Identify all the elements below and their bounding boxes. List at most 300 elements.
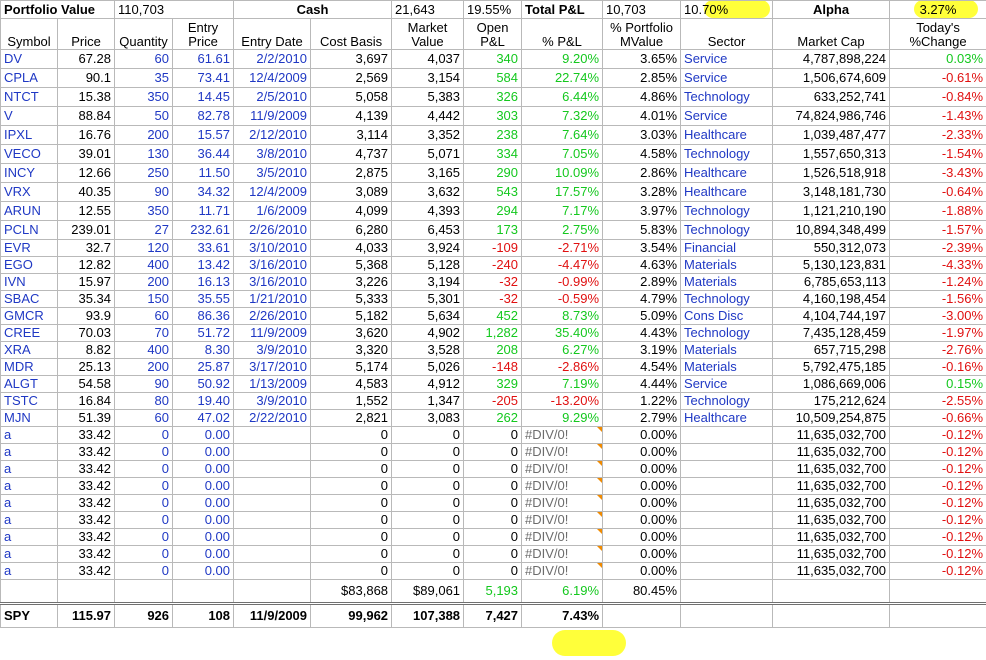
quantity-cell[interactable]: 27: [115, 221, 173, 240]
pct-pl-cell[interactable]: 8.73%: [522, 308, 603, 325]
pct-pl-cell[interactable]: -0.99%: [522, 274, 603, 291]
quantity-cell[interactable]: 0: [115, 478, 173, 495]
cost-basis-cell[interactable]: 3,697: [311, 50, 392, 69]
price-cell[interactable]: 51.39: [58, 410, 115, 427]
sector-cell[interactable]: Materials: [681, 342, 773, 359]
market-value-cell[interactable]: 6,453: [392, 221, 464, 240]
open-pl-cell[interactable]: 584: [464, 69, 522, 88]
symbol-cell[interactable]: MJN: [1, 410, 58, 427]
col-entry-date[interactable]: Entry Date: [234, 19, 311, 50]
symbol-cell[interactable]: EVR: [1, 240, 58, 257]
entry-date-cell[interactable]: 11/9/2009: [234, 107, 311, 126]
empty-cell[interactable]: [1, 580, 58, 604]
symbol-cell[interactable]: DV: [1, 50, 58, 69]
today-change-cell[interactable]: -0.12%: [890, 495, 986, 512]
market-value-cell[interactable]: 3,165: [392, 164, 464, 183]
market-value-cell[interactable]: 4,037: [392, 50, 464, 69]
col-entry-price[interactable]: Entry Price: [173, 19, 234, 50]
symbol-cell[interactable]: ARUN: [1, 202, 58, 221]
pct-portfolio-cell[interactable]: 0.00%: [603, 563, 681, 580]
entry-price-cell[interactable]: 51.72: [173, 325, 234, 342]
entry-price-cell[interactable]: 33.61: [173, 240, 234, 257]
entry-price-cell[interactable]: 73.41: [173, 69, 234, 88]
sector-cell[interactable]: [681, 529, 773, 546]
entry-price-cell[interactable]: 15.57: [173, 126, 234, 145]
market-cap-cell[interactable]: 7,435,128,459: [773, 325, 890, 342]
total-open-pl[interactable]: 5,193: [464, 580, 522, 604]
entry-date-cell[interactable]: [234, 461, 311, 478]
entry-date-cell[interactable]: 2/26/2010: [234, 308, 311, 325]
pct-portfolio-cell[interactable]: 5.09%: [603, 308, 681, 325]
market-value-cell[interactable]: 0: [392, 512, 464, 529]
pct-pl-cell[interactable]: 7.64%: [522, 126, 603, 145]
cash-percent[interactable]: 19.55%: [464, 1, 522, 19]
symbol-cell[interactable]: MDR: [1, 359, 58, 376]
open-pl-cell[interactable]: 303: [464, 107, 522, 126]
sector-cell[interactable]: Service: [681, 376, 773, 393]
entry-date-cell[interactable]: 3/16/2010: [234, 274, 311, 291]
quantity-cell[interactable]: 0: [115, 512, 173, 529]
sector-cell[interactable]: Technology: [681, 221, 773, 240]
spy-market-value[interactable]: 107,388: [392, 604, 464, 628]
total-pl-value[interactable]: 10,703: [603, 1, 681, 19]
market-value-cell[interactable]: 5,383: [392, 88, 464, 107]
col-pct-pl[interactable]: % P&L: [522, 19, 603, 50]
today-change-cell[interactable]: -0.61%: [890, 69, 986, 88]
entry-date-cell[interactable]: 2/22/2010: [234, 410, 311, 427]
cost-basis-cell[interactable]: 4,139: [311, 107, 392, 126]
symbol-cell[interactable]: IPXL: [1, 126, 58, 145]
cost-basis-cell[interactable]: 5,174: [311, 359, 392, 376]
pct-portfolio-cell[interactable]: 2.89%: [603, 274, 681, 291]
pct-pl-cell[interactable]: 22.74%: [522, 69, 603, 88]
cost-basis-cell[interactable]: 6,280: [311, 221, 392, 240]
price-cell[interactable]: 90.1: [58, 69, 115, 88]
quantity-cell[interactable]: 130: [115, 145, 173, 164]
pct-portfolio-cell[interactable]: 4.44%: [603, 376, 681, 393]
price-cell[interactable]: 33.42: [58, 427, 115, 444]
symbol-cell[interactable]: a: [1, 512, 58, 529]
entry-price-cell[interactable]: 19.40: [173, 393, 234, 410]
empty-cell[interactable]: [773, 580, 890, 604]
quantity-cell[interactable]: 200: [115, 126, 173, 145]
cost-basis-cell[interactable]: 5,182: [311, 308, 392, 325]
pct-pl-cell[interactable]: 7.19%: [522, 376, 603, 393]
entry-price-cell[interactable]: 232.61: [173, 221, 234, 240]
quantity-cell[interactable]: 200: [115, 274, 173, 291]
price-cell[interactable]: 239.01: [58, 221, 115, 240]
open-pl-cell[interactable]: 334: [464, 145, 522, 164]
col-cost-basis[interactable]: Cost Basis: [311, 19, 392, 50]
entry-price-cell[interactable]: 86.36: [173, 308, 234, 325]
quantity-cell[interactable]: 0: [115, 546, 173, 563]
market-value-cell[interactable]: 0: [392, 444, 464, 461]
quantity-cell[interactable]: 35: [115, 69, 173, 88]
pct-pl-cell[interactable]: 6.44%: [522, 88, 603, 107]
symbol-cell[interactable]: a: [1, 427, 58, 444]
quantity-cell[interactable]: 0: [115, 427, 173, 444]
cost-basis-cell[interactable]: 2,875: [311, 164, 392, 183]
price-cell[interactable]: 33.42: [58, 563, 115, 580]
cost-basis-cell[interactable]: 4,583: [311, 376, 392, 393]
entry-price-cell[interactable]: 35.55: [173, 291, 234, 308]
market-cap-cell[interactable]: 3,148,181,730: [773, 183, 890, 202]
today-change-cell[interactable]: -0.64%: [890, 183, 986, 202]
quantity-cell[interactable]: 60: [115, 50, 173, 69]
pct-portfolio-cell[interactable]: 4.01%: [603, 107, 681, 126]
symbol-cell[interactable]: NTCT: [1, 88, 58, 107]
price-cell[interactable]: 54.58: [58, 376, 115, 393]
price-cell[interactable]: 16.84: [58, 393, 115, 410]
today-change-cell[interactable]: -0.84%: [890, 88, 986, 107]
market-value-cell[interactable]: 3,632: [392, 183, 464, 202]
alpha-value[interactable]: 3.27%: [890, 1, 986, 19]
open-pl-cell[interactable]: -240: [464, 257, 522, 274]
symbol-cell[interactable]: INCY: [1, 164, 58, 183]
entry-date-cell[interactable]: 3/16/2010: [234, 257, 311, 274]
entry-price-cell[interactable]: 82.78: [173, 107, 234, 126]
entry-price-cell[interactable]: 0.00: [173, 444, 234, 461]
empty-cell[interactable]: [681, 604, 773, 628]
today-change-cell[interactable]: -0.12%: [890, 444, 986, 461]
market-value-cell[interactable]: 5,026: [392, 359, 464, 376]
empty-cell[interactable]: [890, 580, 986, 604]
open-pl-cell[interactable]: 1,282: [464, 325, 522, 342]
pct-portfolio-cell[interactable]: 0.00%: [603, 512, 681, 529]
sector-cell[interactable]: [681, 546, 773, 563]
market-value-cell[interactable]: 0: [392, 563, 464, 580]
today-change-cell[interactable]: -0.66%: [890, 410, 986, 427]
sector-cell[interactable]: Technology: [681, 88, 773, 107]
entry-price-cell[interactable]: 61.61: [173, 50, 234, 69]
entry-price-cell[interactable]: 0.00: [173, 546, 234, 563]
empty-cell[interactable]: [234, 580, 311, 604]
quantity-cell[interactable]: 350: [115, 88, 173, 107]
quantity-cell[interactable]: 0: [115, 563, 173, 580]
price-cell[interactable]: 16.76: [58, 126, 115, 145]
market-value-cell[interactable]: 0: [392, 427, 464, 444]
market-value-cell[interactable]: 5,301: [392, 291, 464, 308]
entry-price-cell[interactable]: 16.13: [173, 274, 234, 291]
pct-pl-cell[interactable]: -2.86%: [522, 359, 603, 376]
quantity-cell[interactable]: 200: [115, 359, 173, 376]
price-cell[interactable]: 12.55: [58, 202, 115, 221]
symbol-cell[interactable]: GMCR: [1, 308, 58, 325]
spy-entry-date[interactable]: 11/9/2009: [234, 604, 311, 628]
open-pl-cell[interactable]: 329: [464, 376, 522, 393]
sector-cell[interactable]: [681, 495, 773, 512]
entry-date-cell[interactable]: 2/12/2010: [234, 126, 311, 145]
sector-cell[interactable]: Healthcare: [681, 126, 773, 145]
entry-price-cell[interactable]: 25.87: [173, 359, 234, 376]
cost-basis-cell[interactable]: 3,089: [311, 183, 392, 202]
pct-pl-cell[interactable]: 9.20%: [522, 50, 603, 69]
open-pl-cell[interactable]: 0: [464, 529, 522, 546]
pct-portfolio-cell[interactable]: 0.00%: [603, 444, 681, 461]
market-cap-cell[interactable]: 10,894,348,499: [773, 221, 890, 240]
pct-pl-cell[interactable]: 17.57%: [522, 183, 603, 202]
market-cap-cell[interactable]: 4,160,198,454: [773, 291, 890, 308]
market-value-cell[interactable]: 0: [392, 478, 464, 495]
today-change-cell[interactable]: -1.57%: [890, 221, 986, 240]
price-cell[interactable]: 15.97: [58, 274, 115, 291]
pct-portfolio-cell[interactable]: 4.79%: [603, 291, 681, 308]
pct-pl-cell[interactable]: -0.59%: [522, 291, 603, 308]
sector-cell[interactable]: Materials: [681, 274, 773, 291]
market-cap-cell[interactable]: 11,635,032,700: [773, 529, 890, 546]
pct-portfolio-cell[interactable]: 3.19%: [603, 342, 681, 359]
empty-cell[interactable]: [115, 580, 173, 604]
total-market-value[interactable]: $89,061: [392, 580, 464, 604]
market-cap-cell[interactable]: 4,104,744,197: [773, 308, 890, 325]
entry-price-cell[interactable]: 47.02: [173, 410, 234, 427]
market-cap-cell[interactable]: 11,635,032,700: [773, 461, 890, 478]
open-pl-cell[interactable]: -32: [464, 291, 522, 308]
market-value-cell[interactable]: 3,924: [392, 240, 464, 257]
market-value-cell[interactable]: 5,071: [392, 145, 464, 164]
pct-pl-cell[interactable]: [522, 461, 603, 478]
symbol-cell[interactable]: EGO: [1, 257, 58, 274]
pct-pl-cell[interactable]: 7.32%: [522, 107, 603, 126]
open-pl-cell[interactable]: 340: [464, 50, 522, 69]
cost-basis-cell[interactable]: 3,226: [311, 274, 392, 291]
open-pl-cell[interactable]: 0: [464, 427, 522, 444]
pct-pl-cell[interactable]: [522, 495, 603, 512]
market-cap-cell[interactable]: 657,715,298: [773, 342, 890, 359]
entry-date-cell[interactable]: 2/2/2010: [234, 50, 311, 69]
entry-date-cell[interactable]: 12/4/2009: [234, 69, 311, 88]
open-pl-cell[interactable]: 294: [464, 202, 522, 221]
cost-basis-cell[interactable]: 0: [311, 546, 392, 563]
cost-basis-cell[interactable]: 0: [311, 512, 392, 529]
today-change-cell[interactable]: -0.12%: [890, 546, 986, 563]
today-change-cell[interactable]: -0.12%: [890, 427, 986, 444]
market-cap-cell[interactable]: 10,509,254,875: [773, 410, 890, 427]
symbol-cell[interactable]: a: [1, 461, 58, 478]
spy-open-pl[interactable]: 7,427: [464, 604, 522, 628]
quantity-cell[interactable]: 0: [115, 495, 173, 512]
quantity-cell[interactable]: 0: [115, 529, 173, 546]
symbol-cell[interactable]: VRX: [1, 183, 58, 202]
market-cap-cell[interactable]: 550,312,073: [773, 240, 890, 257]
entry-date-cell[interactable]: 3/17/2010: [234, 359, 311, 376]
open-pl-cell[interactable]: 238: [464, 126, 522, 145]
market-cap-cell[interactable]: 1,086,669,006: [773, 376, 890, 393]
entry-date-cell[interactable]: 3/9/2010: [234, 342, 311, 359]
cost-basis-cell[interactable]: 0: [311, 495, 392, 512]
entry-date-cell[interactable]: 1/6/2009: [234, 202, 311, 221]
open-pl-cell[interactable]: 0: [464, 461, 522, 478]
market-cap-cell[interactable]: 1,121,210,190: [773, 202, 890, 221]
pct-portfolio-cell[interactable]: 4.86%: [603, 88, 681, 107]
empty-cell[interactable]: [603, 604, 681, 628]
price-cell[interactable]: 40.35: [58, 183, 115, 202]
entry-date-cell[interactable]: [234, 444, 311, 461]
sector-cell[interactable]: Technology: [681, 393, 773, 410]
cost-basis-cell[interactable]: 4,099: [311, 202, 392, 221]
market-value-cell[interactable]: 3,154: [392, 69, 464, 88]
price-cell[interactable]: 88.84: [58, 107, 115, 126]
pct-pl-cell[interactable]: 7.17%: [522, 202, 603, 221]
symbol-cell[interactable]: SBAC: [1, 291, 58, 308]
pct-portfolio-cell[interactable]: 4.43%: [603, 325, 681, 342]
today-change-cell[interactable]: -4.33%: [890, 257, 986, 274]
entry-date-cell[interactable]: [234, 529, 311, 546]
market-cap-cell[interactable]: 1,557,650,313: [773, 145, 890, 164]
cost-basis-cell[interactable]: 3,620: [311, 325, 392, 342]
entry-date-cell[interactable]: [234, 512, 311, 529]
total-pct-pl[interactable]: 6.19%: [522, 580, 603, 604]
today-change-cell[interactable]: -2.76%: [890, 342, 986, 359]
entry-price-cell[interactable]: 0.00: [173, 563, 234, 580]
market-cap-cell[interactable]: 74,824,986,746: [773, 107, 890, 126]
entry-price-cell[interactable]: 34.32: [173, 183, 234, 202]
sector-cell[interactable]: [681, 427, 773, 444]
today-change-cell[interactable]: -0.12%: [890, 461, 986, 478]
entry-date-cell[interactable]: [234, 563, 311, 580]
entry-price-cell[interactable]: 0.00: [173, 529, 234, 546]
pct-portfolio-cell[interactable]: 0.00%: [603, 478, 681, 495]
pct-pl-cell[interactable]: [522, 563, 603, 580]
market-value-cell[interactable]: 5,634: [392, 308, 464, 325]
quantity-cell[interactable]: 0: [115, 444, 173, 461]
sector-cell[interactable]: Service: [681, 107, 773, 126]
today-change-cell[interactable]: -3.00%: [890, 308, 986, 325]
spy-entry-price[interactable]: 108: [173, 604, 234, 628]
sector-cell[interactable]: Service: [681, 50, 773, 69]
portfolio-value-label[interactable]: Portfolio Value: [1, 1, 115, 19]
open-pl-cell[interactable]: 0: [464, 478, 522, 495]
pct-portfolio-cell[interactable]: 3.65%: [603, 50, 681, 69]
col-symbol[interactable]: Symbol: [1, 19, 58, 50]
price-cell[interactable]: 33.42: [58, 529, 115, 546]
pct-portfolio-cell[interactable]: 5.83%: [603, 221, 681, 240]
sector-cell[interactable]: Service: [681, 69, 773, 88]
entry-price-cell[interactable]: 0.00: [173, 495, 234, 512]
symbol-cell[interactable]: a: [1, 444, 58, 461]
pct-portfolio-cell[interactable]: 1.22%: [603, 393, 681, 410]
pct-pl-cell[interactable]: 7.05%: [522, 145, 603, 164]
pct-portfolio-cell[interactable]: 2.85%: [603, 69, 681, 88]
pct-pl-cell[interactable]: 9.29%: [522, 410, 603, 427]
symbol-cell[interactable]: CREE: [1, 325, 58, 342]
today-change-cell[interactable]: 0.03%: [890, 50, 986, 69]
entry-date-cell[interactable]: 2/5/2010: [234, 88, 311, 107]
cost-basis-cell[interactable]: 1,552: [311, 393, 392, 410]
entry-price-cell[interactable]: 11.71: [173, 202, 234, 221]
sector-cell[interactable]: Cons Disc: [681, 308, 773, 325]
sector-cell[interactable]: Technology: [681, 202, 773, 221]
entry-price-cell[interactable]: 36.44: [173, 145, 234, 164]
market-cap-cell[interactable]: 11,635,032,700: [773, 427, 890, 444]
symbol-cell[interactable]: a: [1, 563, 58, 580]
entry-date-cell[interactable]: 3/5/2010: [234, 164, 311, 183]
market-cap-cell[interactable]: 11,635,032,700: [773, 563, 890, 580]
today-change-cell[interactable]: -1.43%: [890, 107, 986, 126]
market-value-cell[interactable]: 1,347: [392, 393, 464, 410]
entry-price-cell[interactable]: 0.00: [173, 461, 234, 478]
open-pl-cell[interactable]: 452: [464, 308, 522, 325]
price-cell[interactable]: 67.28: [58, 50, 115, 69]
market-value-cell[interactable]: 0: [392, 529, 464, 546]
quantity-cell[interactable]: 350: [115, 202, 173, 221]
cost-basis-cell[interactable]: 0: [311, 427, 392, 444]
price-cell[interactable]: 12.82: [58, 257, 115, 274]
market-value-cell[interactable]: 4,912: [392, 376, 464, 393]
pct-pl-cell[interactable]: [522, 546, 603, 563]
entry-price-cell[interactable]: 0.00: [173, 512, 234, 529]
entry-date-cell[interactable]: 2/26/2010: [234, 221, 311, 240]
open-pl-cell[interactable]: 173: [464, 221, 522, 240]
symbol-cell[interactable]: V: [1, 107, 58, 126]
market-cap-cell[interactable]: 11,635,032,700: [773, 546, 890, 563]
sector-cell[interactable]: [681, 512, 773, 529]
open-pl-cell[interactable]: 0: [464, 444, 522, 461]
market-value-cell[interactable]: 3,528: [392, 342, 464, 359]
symbol-cell[interactable]: a: [1, 546, 58, 563]
price-cell[interactable]: 25.13: [58, 359, 115, 376]
pct-pl-cell[interactable]: [522, 478, 603, 495]
symbol-cell[interactable]: a: [1, 478, 58, 495]
market-cap-cell[interactable]: 11,635,032,700: [773, 512, 890, 529]
market-value-cell[interactable]: 4,902: [392, 325, 464, 342]
market-value-cell[interactable]: 3,194: [392, 274, 464, 291]
today-change-cell[interactable]: -0.12%: [890, 563, 986, 580]
today-change-cell[interactable]: 0.15%: [890, 376, 986, 393]
today-change-cell[interactable]: -1.88%: [890, 202, 986, 221]
today-change-cell[interactable]: -2.39%: [890, 240, 986, 257]
market-cap-cell[interactable]: 11,635,032,700: [773, 495, 890, 512]
today-change-cell[interactable]: -0.12%: [890, 478, 986, 495]
pct-portfolio-cell[interactable]: 2.86%: [603, 164, 681, 183]
today-change-cell[interactable]: -0.16%: [890, 359, 986, 376]
price-cell[interactable]: 32.7: [58, 240, 115, 257]
today-change-cell[interactable]: -1.97%: [890, 325, 986, 342]
col-market-value[interactable]: Market Value: [392, 19, 464, 50]
total-pl-percent[interactable]: 10.70%: [681, 1, 773, 19]
market-value-cell[interactable]: 3,083: [392, 410, 464, 427]
pct-pl-cell[interactable]: 10.09%: [522, 164, 603, 183]
sector-cell[interactable]: [681, 563, 773, 580]
empty-cell[interactable]: [681, 580, 773, 604]
entry-price-cell[interactable]: 0.00: [173, 478, 234, 495]
quantity-cell[interactable]: 400: [115, 342, 173, 359]
cost-basis-cell[interactable]: 4,033: [311, 240, 392, 257]
sector-cell[interactable]: Materials: [681, 359, 773, 376]
sector-cell[interactable]: [681, 461, 773, 478]
cost-basis-cell[interactable]: 5,333: [311, 291, 392, 308]
today-change-cell[interactable]: -3.43%: [890, 164, 986, 183]
price-cell[interactable]: 33.42: [58, 478, 115, 495]
col-pct-portfolio[interactable]: % Portfolio MValue: [603, 19, 681, 50]
entry-date-cell[interactable]: 3/10/2010: [234, 240, 311, 257]
total-cost-basis[interactable]: $83,868: [311, 580, 392, 604]
entry-date-cell[interactable]: 3/8/2010: [234, 145, 311, 164]
quantity-cell[interactable]: 70: [115, 325, 173, 342]
market-cap-cell[interactable]: 11,635,032,700: [773, 444, 890, 461]
symbol-cell[interactable]: IVN: [1, 274, 58, 291]
pct-pl-cell[interactable]: -2.71%: [522, 240, 603, 257]
cost-basis-cell[interactable]: 0: [311, 444, 392, 461]
symbol-cell[interactable]: a: [1, 529, 58, 546]
open-pl-cell[interactable]: 0: [464, 563, 522, 580]
market-cap-cell[interactable]: 6,785,653,113: [773, 274, 890, 291]
sector-cell[interactable]: Materials: [681, 257, 773, 274]
entry-date-cell[interactable]: 1/21/2010: [234, 291, 311, 308]
open-pl-cell[interactable]: 290: [464, 164, 522, 183]
price-cell[interactable]: 93.9: [58, 308, 115, 325]
col-open-pl[interactable]: Open P&L: [464, 19, 522, 50]
